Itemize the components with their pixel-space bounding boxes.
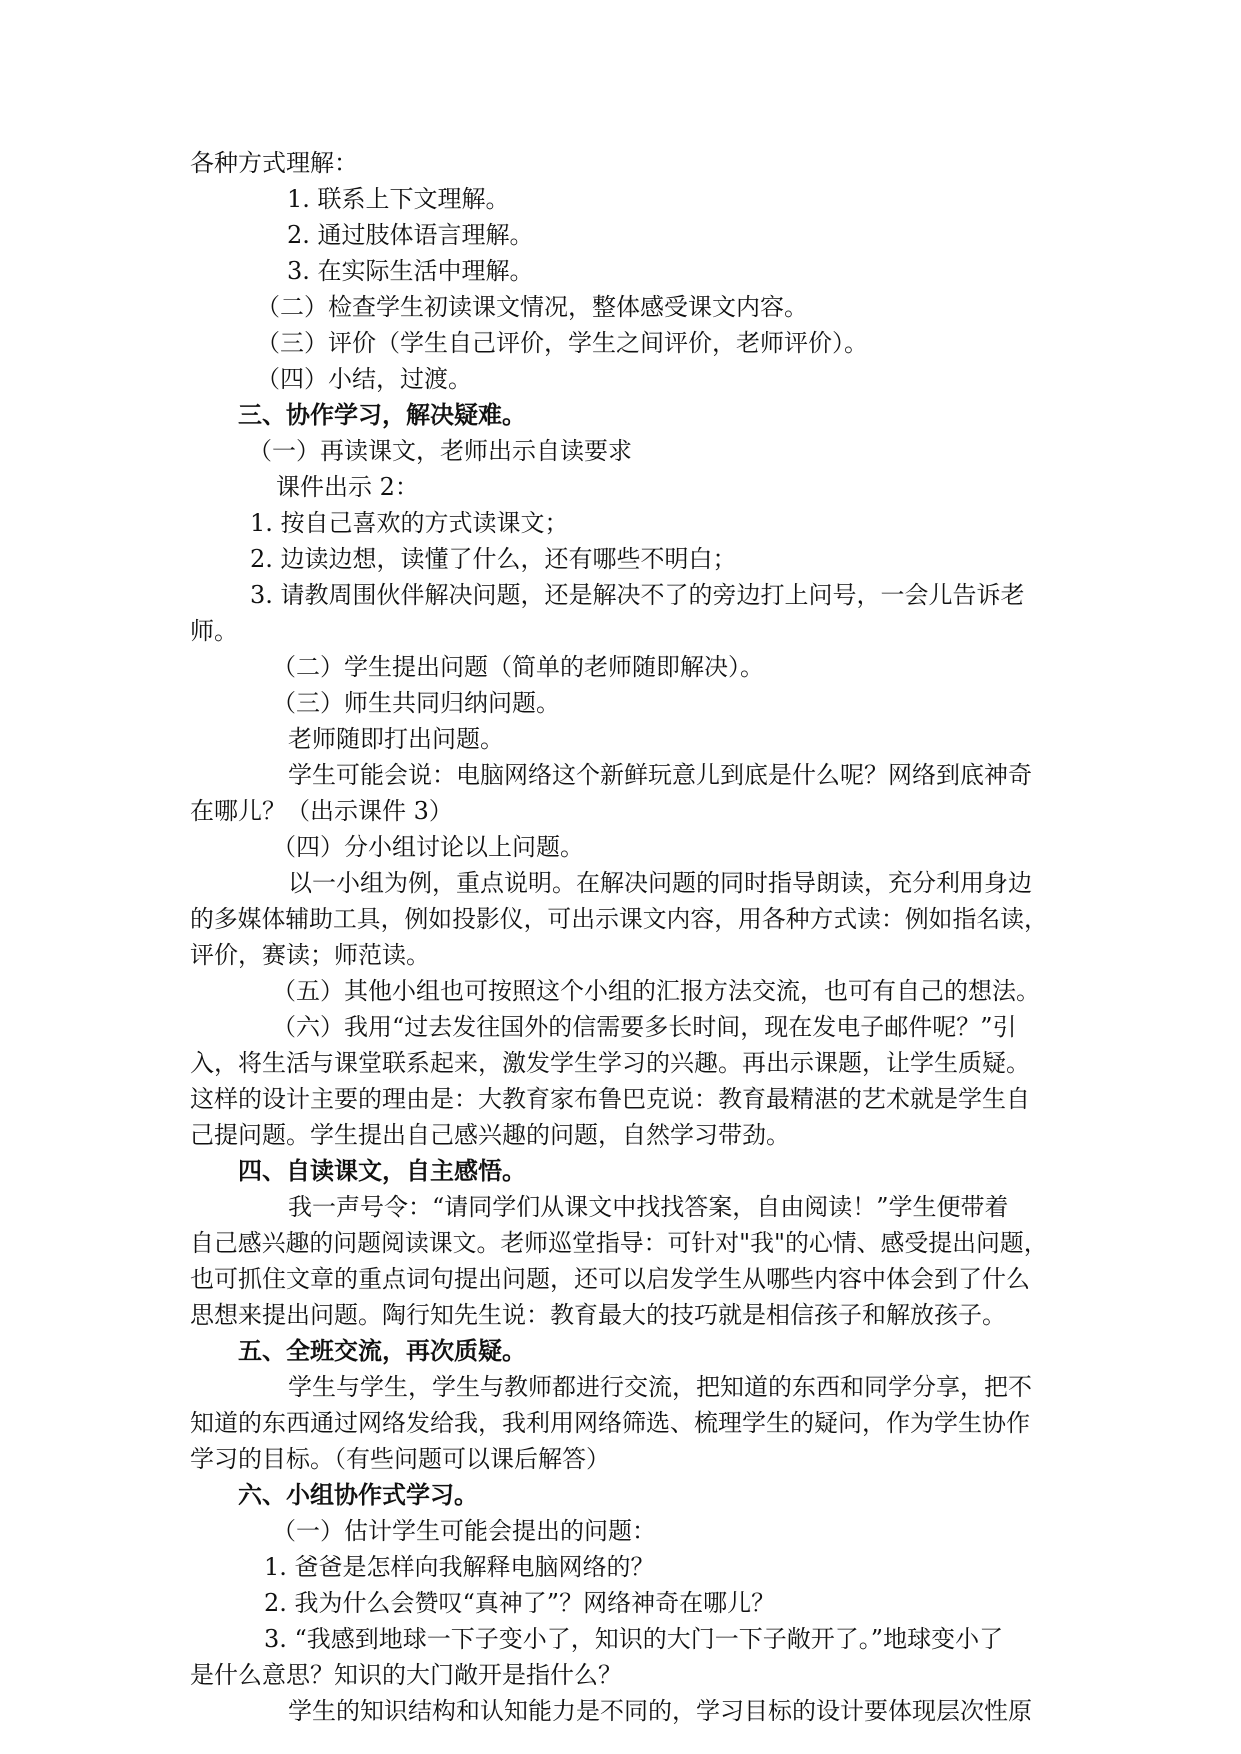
text-line: （三）师生共同归纳问题。	[272, 689, 560, 717]
text-line: 学生可能会说：电脑网络这个新鲜玩意儿到底是什么呢？网络到底神奇	[288, 761, 1032, 789]
section-heading: 三、协作学习，解决疑难。	[238, 400, 526, 429]
text-line: （六）我用“过去发往国外的信需要多长时间，现在发电子邮件呢？”引	[272, 1013, 1017, 1041]
text-line: （四）小结，过渡。	[256, 365, 472, 393]
text-line: （二）学生提出问题（简单的老师随即解决）。	[272, 653, 764, 681]
text-line: 知道的东西通过网络发给我，我利用网络筛选、梳理学生的疑问，作为学生协作	[190, 1409, 1030, 1437]
list-item: 1. 按自己喜欢的方式读课文；	[250, 509, 569, 537]
list-item: 1. 爸爸是怎样向我解释电脑网络的？	[264, 1553, 655, 1581]
list-item: 2. 我为什么会赞叹“真神了”？网络神奇在哪儿？	[264, 1589, 776, 1617]
text-line: 课件出示 2：	[276, 473, 419, 501]
text-line: 己提问题。学生提出自己感兴趣的问题，自然学习带劲。	[190, 1121, 790, 1149]
text-line: 老师随即打出问题。	[288, 725, 504, 753]
text-line: 这样的设计主要的理由是：大教育家布鲁巴克说：教育最精湛的艺术就是学生自	[190, 1085, 1030, 1113]
text-line: 在哪儿？（出示课件 3）	[190, 797, 453, 825]
text-line: 学习的目标。（有些问题可以课后解答）	[190, 1445, 610, 1473]
text-line: 入，将生活与课堂联系起来，激发学生学习的兴趣。再出示课题，让学生质疑。	[190, 1049, 1030, 1077]
text-line: （五）其他小组也可按照这个小组的汇报方法交流，也可有自己的想法。	[272, 977, 1040, 1005]
text-line: （二）检查学生初读课文情况，整体感受课文内容。	[256, 293, 808, 321]
text-line: 师。	[190, 617, 238, 645]
text-line: 学生与学生，学生与教师都进行交流，把知道的东西和同学分享，把不	[288, 1373, 1032, 1401]
text-line: 自己感兴趣的问题阅读课文。老师巡堂指导：可针对"我"的心情、感受提出问题，	[190, 1229, 1048, 1257]
text-line: （一）再读课文，老师出示自读要求	[248, 437, 632, 465]
text-line: 我一声号令：“请同学们从课文中找找答案，自由阅读！”学生便带着	[288, 1193, 1009, 1221]
section-heading: 四、自读课文，自主感悟。	[238, 1156, 526, 1185]
section-heading: 五、全班交流，再次质疑。	[238, 1336, 526, 1365]
section-heading: 六、小组协作式学习。	[238, 1480, 478, 1509]
text-line: （四）分小组讨论以上问题。	[272, 833, 584, 861]
text-line: 思想来提出问题。陶行知先生说：教育最大的技巧就是相信孩子和解放孩子。	[190, 1301, 1006, 1329]
list-item: 3. “我感到地球一下子变小了，知识的大门一下子敞开了。”地球变小了	[264, 1625, 1004, 1653]
text-line: 评价，赛读；师范读。	[190, 941, 430, 969]
text-line: 各种方式理解：	[190, 149, 358, 177]
text-line: 以一小组为例，重点说明。在解决问题的同时指导朗读，充分利用身边	[288, 869, 1032, 897]
list-item: 3. 请教周围伙伴解决问题，还是解决不了的旁边打上问号，一会儿告诉老	[250, 581, 1025, 609]
text-line: 也可抓住文章的重点词句提出问题，还可以启发学生从哪些内容中体会到了什么	[190, 1265, 1030, 1293]
text-line: 的多媒体辅助工具，例如投影仪，可出示课文内容，用各种方式读：例如指名读，	[190, 905, 1048, 933]
text-line: 学生的知识结构和认知能力是不同的，学习目标的设计要体现层次性原	[288, 1697, 1032, 1725]
list-item: 3. 在实际生活中理解。	[287, 257, 534, 285]
list-item: 2. 边读边想，读懂了什么，还有哪些不明白；	[250, 545, 737, 573]
text-line: 是什么意思？知识的大门敞开是指什么？	[190, 1661, 622, 1689]
list-item: 1. 联系上下文理解。	[287, 185, 510, 213]
list-item: 2. 通过肢体语言理解。	[287, 221, 534, 249]
text-line: （一）估计学生可能会提出的问题：	[272, 1517, 656, 1545]
text-line: （三）评价（学生自己评价，学生之间评价，老师评价）。	[256, 329, 868, 357]
